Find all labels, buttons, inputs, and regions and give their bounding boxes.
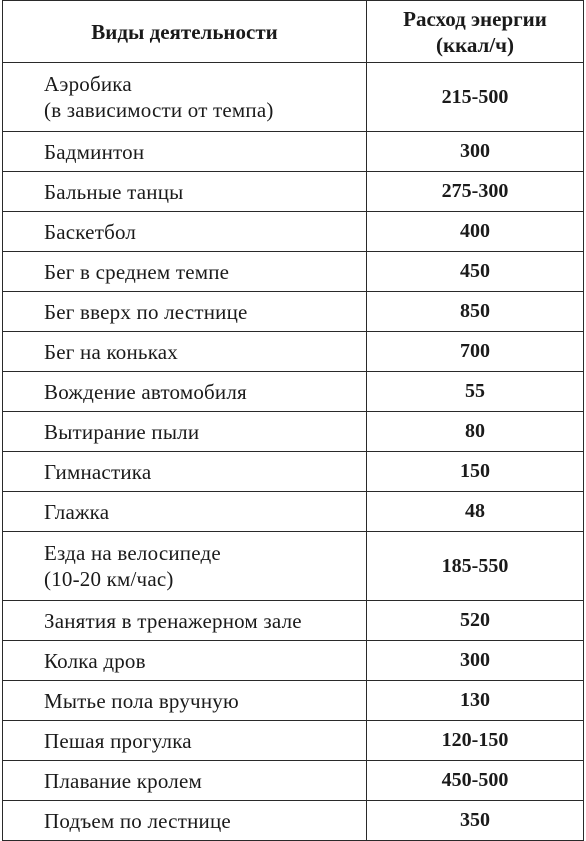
activity-cell <box>3 372 367 412</box>
energy-value: 120-150 <box>441 729 509 751</box>
energy-expenditure-table <box>2 0 584 841</box>
energy-cell <box>367 332 584 372</box>
activity-text: (в зависимости от темпа) <box>44 98 274 122</box>
energy-value: 850 <box>460 300 490 322</box>
energy-cell <box>367 132 584 172</box>
activity-cell <box>3 63 367 132</box>
activity-text: Вождение автомобиля <box>44 379 247 404</box>
activity-cell <box>3 412 367 452</box>
energy-value: 130 <box>460 689 490 711</box>
activity-cell <box>3 681 367 721</box>
activity-cell <box>3 252 367 292</box>
activity-text: (10-20 км/час) <box>44 567 174 591</box>
header-energy-label: Расход энергии <box>403 6 547 31</box>
activity-cell <box>3 132 367 172</box>
energy-cell <box>367 63 584 132</box>
activity-text: Плавание кролем <box>44 768 202 793</box>
table-row <box>3 172 584 212</box>
activity-cell <box>3 292 367 332</box>
activity-text: Колка дров <box>44 648 146 673</box>
activity-text: Езда на велосипеде <box>44 541 221 565</box>
energy-cell <box>367 492 584 532</box>
energy-value: 350 <box>460 809 490 831</box>
activity-cell <box>3 332 367 372</box>
energy-value: 80 <box>465 420 485 442</box>
activity-cell <box>3 532 367 601</box>
header-energy-unit: (ккал/ч) <box>435 32 514 57</box>
table-row <box>3 601 584 641</box>
activity-text: Пешая прогулка <box>44 728 192 753</box>
activity-cell <box>3 172 367 212</box>
activity-cell <box>3 721 367 761</box>
table-row <box>3 761 584 801</box>
energy-cell <box>367 252 584 292</box>
table-row <box>3 212 584 252</box>
activity-text: Бег в среднем темпе <box>44 259 230 284</box>
table-body <box>3 63 584 841</box>
energy-value: 185-550 <box>441 554 509 577</box>
energy-cell <box>367 172 584 212</box>
table-row <box>3 532 584 601</box>
energy-value: 520 <box>460 609 490 631</box>
energy-cell <box>367 601 584 641</box>
activity-text: Аэробика <box>44 72 132 96</box>
activity-cell <box>3 641 367 681</box>
table-row <box>3 372 584 412</box>
table-row <box>3 132 584 172</box>
activity-text: Вытирание пыли <box>44 419 200 444</box>
energy-cell <box>367 641 584 681</box>
activity-cell <box>3 492 367 532</box>
energy-cell <box>367 532 584 601</box>
table-row <box>3 721 584 761</box>
energy-value: 300 <box>460 649 490 671</box>
header-activity <box>3 1 367 63</box>
table-row <box>3 332 584 372</box>
energy-cell <box>367 292 584 332</box>
energy-value: 700 <box>460 340 490 362</box>
energy-cell <box>367 372 584 412</box>
table-row <box>3 641 584 681</box>
energy-value: 150 <box>460 460 490 482</box>
activity-text: Подъем по лестнице <box>44 808 231 833</box>
activity-text: Глажка <box>44 499 110 524</box>
table-row <box>3 252 584 292</box>
activity-cell <box>3 212 367 252</box>
energy-value: 400 <box>460 220 490 242</box>
activity-cell <box>3 452 367 492</box>
header-energy <box>367 1 584 63</box>
activity-text: Гимнастика <box>44 459 152 484</box>
header-activity-label: Виды деятельности <box>91 19 278 44</box>
activity-text: Бег на коньках <box>44 339 179 364</box>
energy-cell <box>367 412 584 452</box>
energy-value: 55 <box>465 380 485 402</box>
table-row <box>3 412 584 452</box>
energy-value: 48 <box>465 500 485 522</box>
activity-text: Бадминтон <box>44 139 145 164</box>
table-row <box>3 452 584 492</box>
activity-cell <box>3 761 367 801</box>
activity-text: Бег вверх по лестнице <box>44 299 248 324</box>
energy-cell <box>367 681 584 721</box>
energy-value: 275-300 <box>441 180 509 202</box>
energy-cell <box>367 212 584 252</box>
table-row <box>3 63 584 132</box>
table-header-row <box>3 1 584 63</box>
activity-text: Бальные танцы <box>44 179 184 204</box>
energy-value: 450 <box>460 260 490 282</box>
activity-text: Баскетбол <box>44 219 137 244</box>
activity-cell <box>3 601 367 641</box>
energy-cell <box>367 452 584 492</box>
energy-value: 300 <box>460 140 490 162</box>
energy-cell <box>367 761 584 801</box>
table-row <box>3 681 584 721</box>
table-row <box>3 292 584 332</box>
energy-value: 450-500 <box>441 769 509 791</box>
energy-value: 215-500 <box>441 85 509 108</box>
activity-text: Мытье пола вручную <box>44 688 239 713</box>
table-row <box>3 492 584 532</box>
energy-cell <box>367 721 584 761</box>
activity-text: Занятия в тренажерном зале <box>44 608 302 633</box>
